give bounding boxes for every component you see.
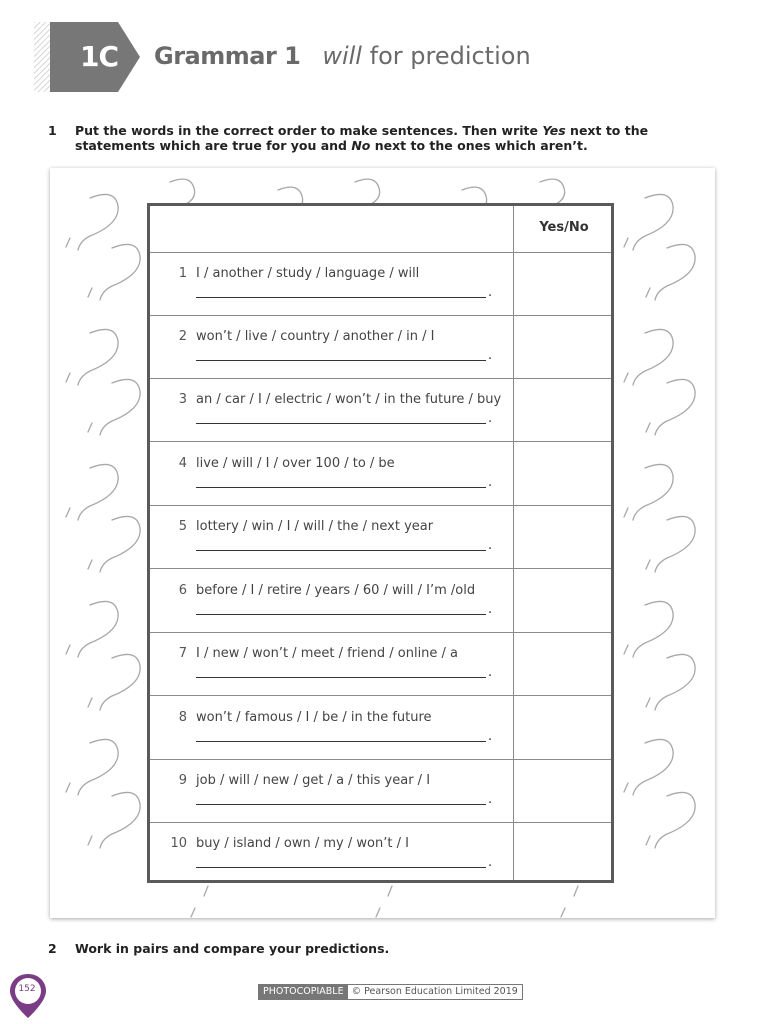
row-number: 10 <box>170 836 187 851</box>
line-end-dot: . <box>488 665 493 680</box>
scrambled-words: before / I / retire / years / 60 / will / I’m /old <box>196 583 476 598</box>
table-row <box>150 822 611 885</box>
exercise-2-instruction: Work in pairs and compare your predictions. <box>75 941 390 956</box>
instruction-part: next to the ones which aren’t. <box>370 138 588 153</box>
scrambled-words: lottery / win / I / will / the / next year <box>196 519 434 534</box>
instruction-no: No <box>351 138 371 153</box>
line-end-dot: . <box>488 538 493 553</box>
row-number: 2 <box>178 329 187 344</box>
answer-line[interactable] <box>196 487 486 488</box>
answer-line[interactable] <box>196 614 486 615</box>
line-end-dot: . <box>488 348 493 363</box>
exercise-table <box>147 203 614 883</box>
yes-no-cell[interactable] <box>514 569 614 632</box>
answer-line[interactable] <box>196 297 486 298</box>
copyright-text: © Pearson Education Limited 2019 <box>351 986 518 997</box>
yes-no-cell[interactable] <box>514 505 614 568</box>
row-number: 7 <box>178 646 187 661</box>
page-title <box>154 42 531 70</box>
row-number: 6 <box>178 583 187 598</box>
table-header <box>150 206 611 253</box>
line-end-dot: . <box>488 475 493 490</box>
row-number: 1 <box>178 266 187 281</box>
answer-line[interactable] <box>196 741 486 742</box>
yes-no-cell[interactable] <box>514 442 614 505</box>
yes-no-cell[interactable] <box>514 378 614 441</box>
yes-no-header: Yes/No <box>539 220 589 235</box>
yes-no-cell[interactable] <box>514 822 614 885</box>
scrambled-words: buy / island / own / my / won’t / I <box>196 836 409 851</box>
page-number: 152 <box>18 984 36 994</box>
line-end-dot: . <box>488 855 493 870</box>
answer-line[interactable] <box>196 804 486 805</box>
instruction-yes: Yes <box>542 123 566 138</box>
line-end-dot: . <box>488 602 493 617</box>
unit-badge-label: 1C <box>80 40 119 73</box>
row-number: 3 <box>178 392 187 407</box>
line-end-dot: . <box>488 285 493 300</box>
instruction-part: statements which are true for you and <box>75 138 352 153</box>
row-number: 8 <box>178 710 187 725</box>
scrambled-words: live / will / I / over 100 / to / be <box>196 456 395 471</box>
line-end-dot: . <box>488 729 493 744</box>
instruction-part: Put the words in the correct order to make sentences. Then write <box>75 123 543 138</box>
exercise-2-number: 2 <box>48 941 57 956</box>
table-row <box>150 696 611 760</box>
scrambled-words: won’t / famous / I / be / in the future <box>196 710 432 725</box>
answer-line[interactable] <box>196 360 486 361</box>
row-number: 4 <box>178 456 187 471</box>
page-number-pin-icon <box>8 972 48 1020</box>
copyright-footer <box>258 984 523 1000</box>
answer-line[interactable] <box>196 867 486 868</box>
yes-no-cell[interactable] <box>514 252 614 315</box>
yes-no-cell[interactable] <box>514 632 614 695</box>
title-main: Grammar 1 <box>154 42 301 70</box>
answer-line[interactable] <box>196 677 486 678</box>
yes-no-cell[interactable] <box>514 759 614 822</box>
answer-line[interactable] <box>196 423 486 424</box>
photocopiable-label: PHOTOCOPIABLE <box>259 985 348 999</box>
title-italic: will <box>322 42 362 70</box>
table-row <box>150 315 611 379</box>
scrambled-words: I / another / study / language / will <box>196 266 420 281</box>
line-end-dot: . <box>488 411 493 426</box>
scrambled-words: won’t / live / country / another / in / I <box>196 329 435 344</box>
row-number: 9 <box>178 773 187 788</box>
table-row <box>150 632 611 696</box>
exercise-1-number: 1 <box>48 123 57 138</box>
scrambled-words: an / car / I / electric / won’t / in the future / buy <box>196 392 502 407</box>
title-sub <box>322 42 530 70</box>
exercise-1-instruction <box>75 123 675 153</box>
scrambled-words: I / new / won’t / meet / friend / online / a <box>196 646 459 661</box>
unit-badge <box>34 22 144 92</box>
table-row <box>150 505 611 569</box>
line-end-dot: . <box>488 792 493 807</box>
table-row <box>150 759 611 823</box>
title-rest: for prediction <box>361 42 531 70</box>
table-row <box>150 442 611 506</box>
answer-line[interactable] <box>196 550 486 551</box>
table-row <box>150 378 611 442</box>
row-number: 5 <box>178 519 187 534</box>
table-row <box>150 569 611 633</box>
yes-no-cell[interactable] <box>514 315 614 378</box>
instruction-part: next to the <box>565 123 649 138</box>
yes-no-cell[interactable] <box>514 696 614 759</box>
scrambled-words: job / will / new / get / a / this year / I <box>196 773 431 788</box>
table-row <box>150 252 611 316</box>
